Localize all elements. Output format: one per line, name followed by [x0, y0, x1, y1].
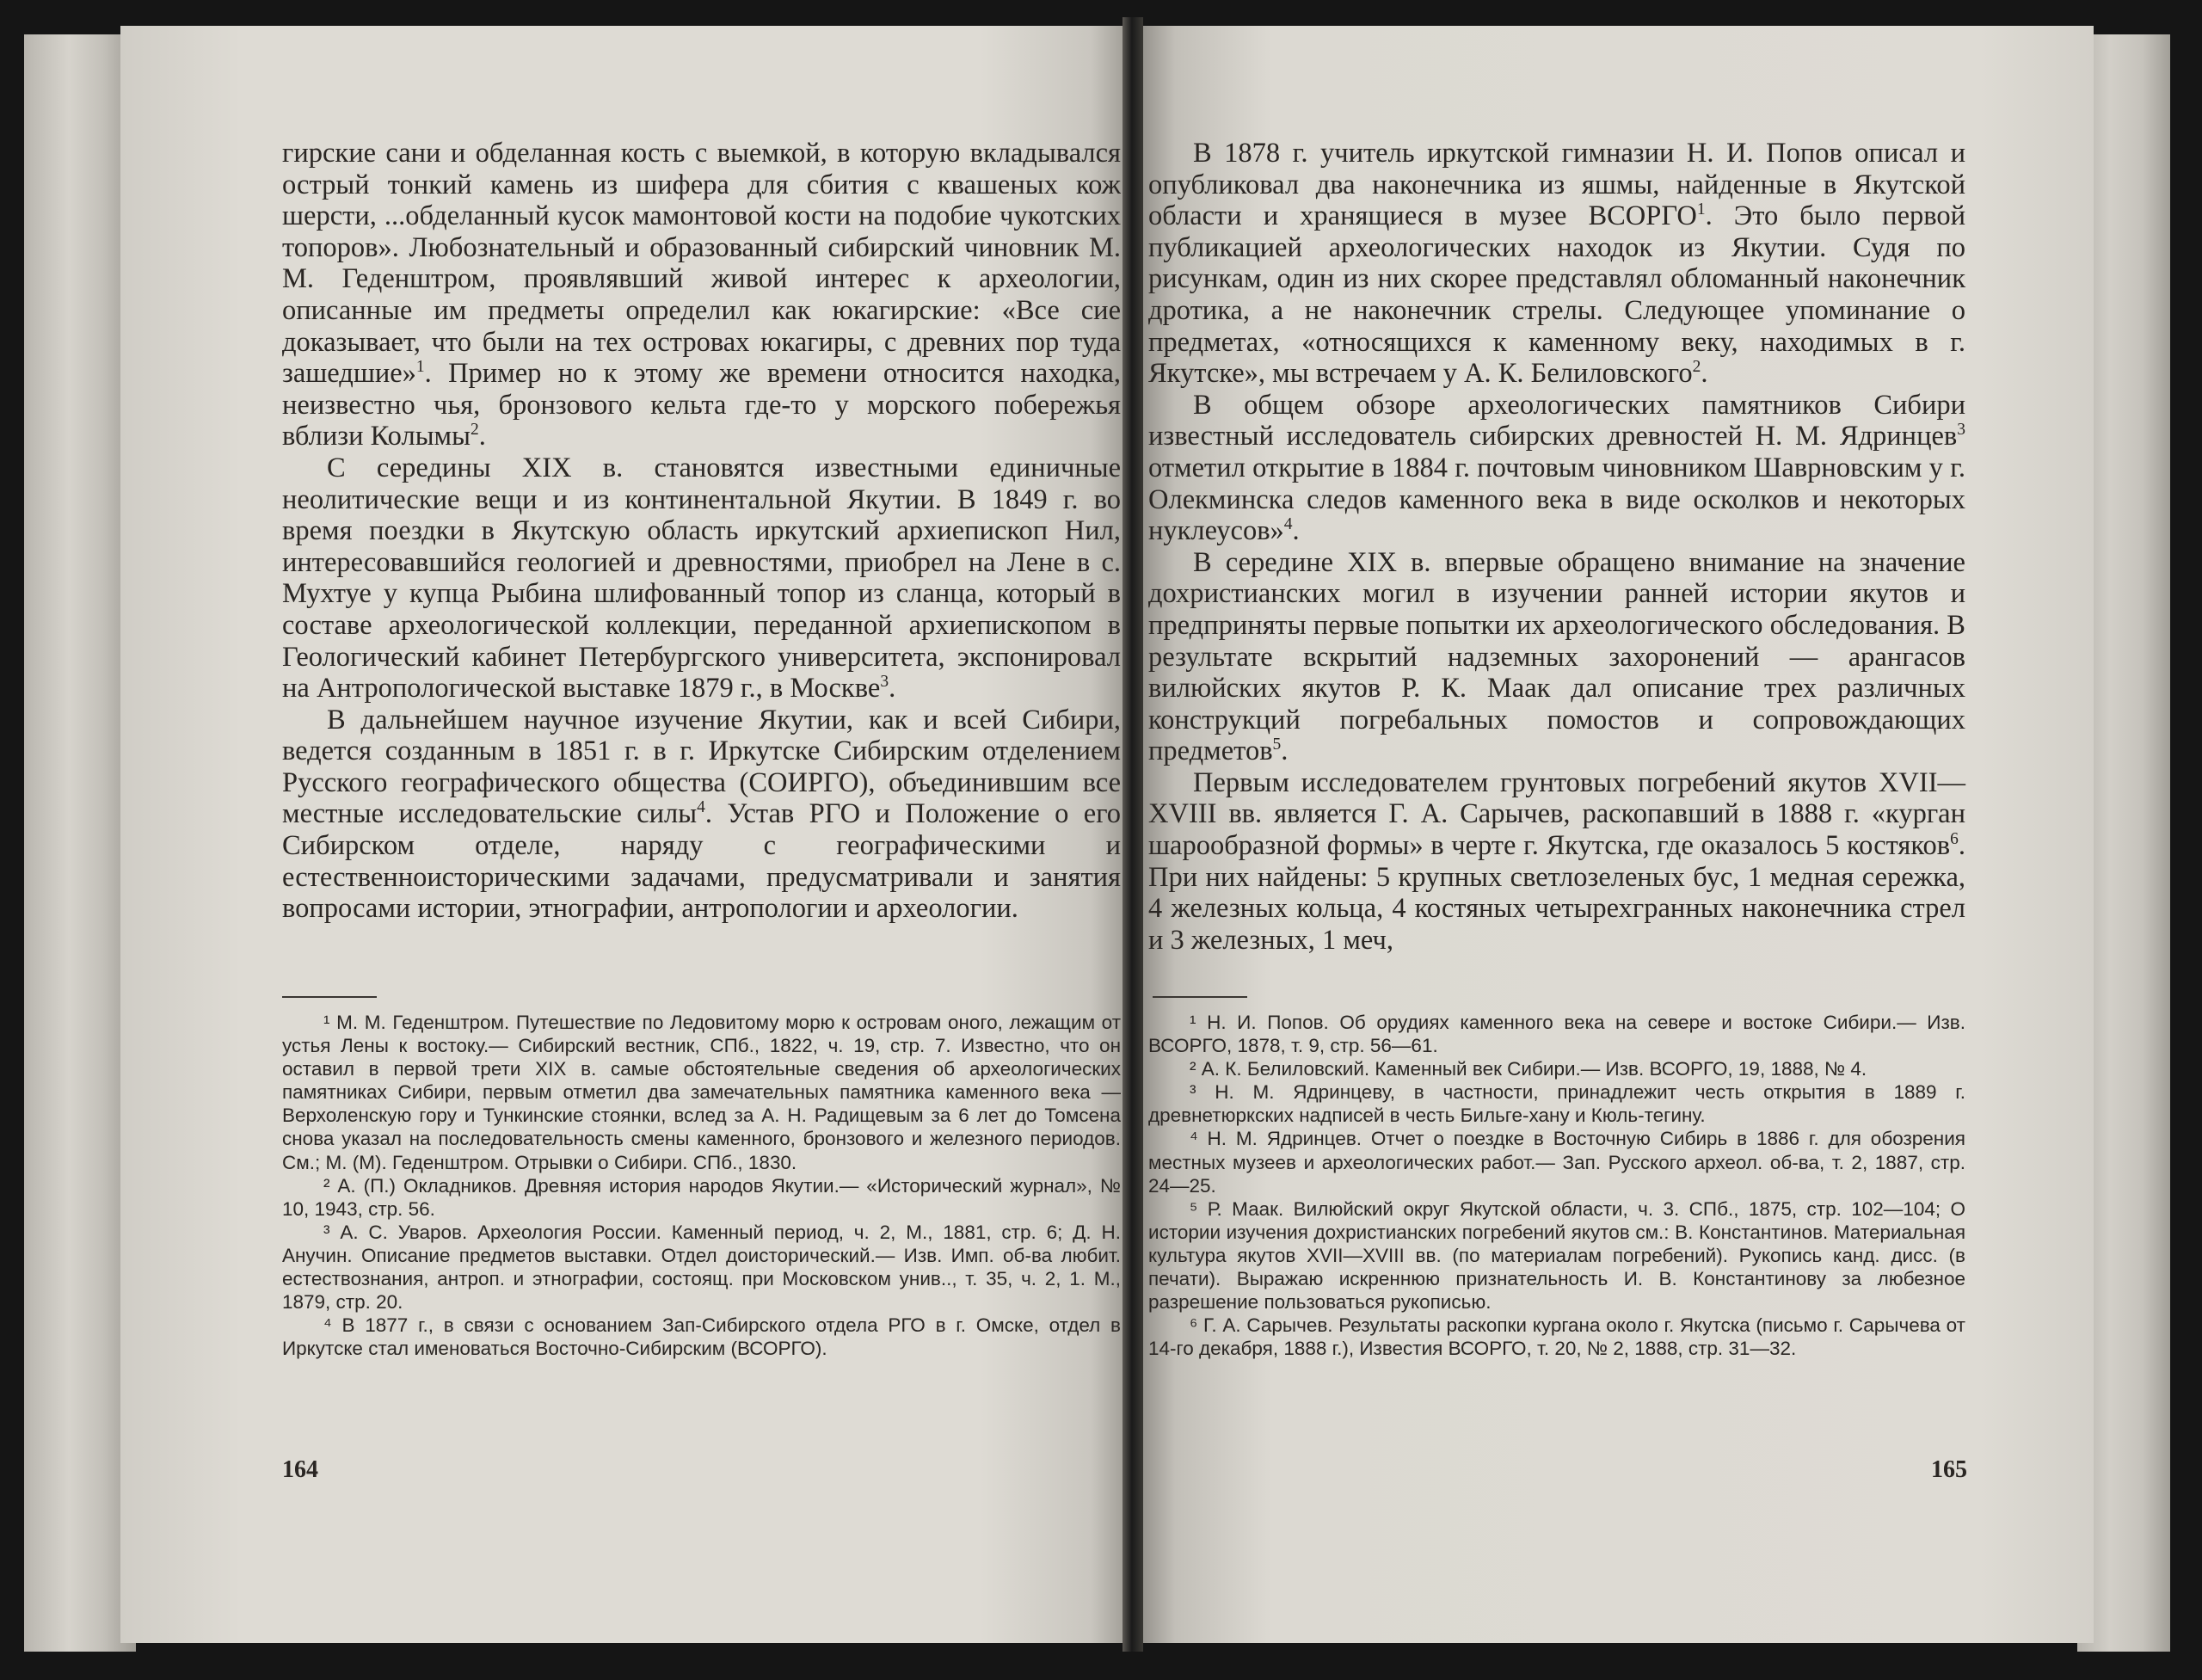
footnote: ⁵ Р. Маак. Вилюйский округ Якутской области, ч. 3. СПб., 1875, стр. 102—104; О истории изучения дохристианских погребений якутов см.: В. Константинов. Материальная культура якутов XVII—XVIII вв. (по материалам погребений). Рукопись канд. дисс. (в печати). Выражаю искреннюю признательность И. В. Константинову за любезное разрешение пользоваться рукописью. — [1148, 1197, 1965, 1314]
page-number: 164 — [282, 1456, 318, 1483]
footnote-marker: 5 — [1272, 735, 1282, 754]
footnote-marker: 2 — [1692, 358, 1701, 377]
paragraph: Первым исследователем грунтовых погребений якутов XVII—XVIII вв. является Г. А. Сарычев, раскопавший в 1888 г. «курган шарообразной формы» в черте г. Якутска, где оказалось 5 костяков$^6$. При них найдены: 5 крупных светлозеленых бус, 1 медная сережка, 4 железных кольца, 4 костяных четырехгранных наконечника стрел и 3 железных, 1 меч, — [1148, 766, 1965, 956]
paragraph: В дальнейшем научное изучение Якутии, как и всей Сибири, ведется созданным в 1851 г. в г. Иркутске Сибирским отделением Русского географического общества (СОИРГО), объединившим все местные исследовательские силы$^4$. Устав РГО и Положение о его Сибирском отделе, наряду с географическими и естественноисторическими задачами, предусматривали и занятия вопросами истории, этнографии, антропологии и археологии. — [282, 704, 1121, 925]
book-gutter — [1123, 17, 1143, 1652]
footnote: ² А. (П.) Окладников. Древняя история народов Якутии.— «Исторический журнал», № 10, 1943, стр. 56. — [282, 1174, 1121, 1220]
right-body-text — [1148, 138, 1965, 956]
footnote: ⁴ В 1877 г., в связи с основанием Зап-Сибирского отдела РГО в г. Омске, отдел в Иркутске стал именоваться Восточно-Сибирским (ВСОРГО). — [282, 1314, 1121, 1360]
footnote-marker: 1 — [1696, 200, 1706, 219]
footnote-marker: 6 — [1950, 830, 1959, 849]
footnote: ¹ М. М. Геденштром. Путешествие по Ледовитому морю к островам оного, лежащим от устья Лены к востоку.— Сибирский вестник, СПб., 1822, ч. 19, стр. 7. Известно, что он оставил в первой трети XIX в. самые обстоятельные сведения об археологических памятниках Сибири, первым отметил два замечательных памятника каменного века — Верхоленскую гору и Тункинские стоянки, вслед за А. Н. Радищевым за 6 лет до Томсена снова указал на последовательность смены каменного, бронзового и железного периодов. См.; М. (М). Геденштром. Отрывки о Сибири. СПб., 1830. — [282, 1012, 1121, 1173]
footnote-marker: 2 — [470, 421, 479, 440]
footnote: ³ Н. М. Ядринцеву, в частности, принадлежит честь открытия в 1889 г. древнетюркских надписей в честь Бильге-хану и Кюль-тегину. — [1148, 1081, 1965, 1127]
right-footnotes — [1148, 1011, 1965, 1360]
paragraph: гирские сани и обделанная кость с выемкой, в которую вкладывался острый тонкий камень из шифера для сбития с квашеных кож шерсти, ...обделанный кусок мамонтовой кости на подобие чукотских топоров». Любознательный и образованный сибирский чиновник М. М. Геденштром, проявлявший живой интерес к археологии, описанные им предметы определил как юкагирские: «Все сие доказывает, что были на тех островах юкагиры, с древних пор туда зашедшие»$^1$. Пример но к этому же времени относится находка, неизвестно чья, бронзового кельта где-то у морского побережья вблизи Колымы$^2$. — [282, 138, 1121, 452]
footnote: ⁴ Н. М. Ядринцев. Отчет о поездке в Восточную Сибирь в 1886 г. для обозрения местных музеев и археологических работ.— Зап. Русского археол. об-ва, т. 2, 1887, стр. 24—25. — [1148, 1128, 1965, 1197]
paragraph: С середины XIX в. становятся известными единичные неолитические вещи и из континентальной Якутии. В 1849 г. во время поездки в Якутскую область иркутский архиепископ Нил, интересовавшийся геологией и древностями, приобрел на Лене в с. Мухтуе у купца Рыбина шлифованный топор из сланца, который в составе археологической коллекции, переданной архиепископом в Геологический кабинет Петербургского университета, экспонировал на Антропологической выставке 1879 г., в Москве$^3$. — [282, 452, 1121, 705]
footnote-separator — [282, 996, 377, 998]
page-number: 165 — [1931, 1456, 1967, 1483]
paragraph: В середине XIX в. впервые обращено внимание на значение дохристианских могил в изучении ранней истории якутов и предприняты первые попытки их археологического обследования. В результате вскрытий надземных захоронений — арангасов вилюйских якутов Р. К. Маак дал описание трех различных конструкций погребальных помостов и сопровождающих предметов$^5$. — [1148, 546, 1965, 767]
footnote-separator — [1153, 996, 1247, 998]
footnote: ² А. К. Белиловский. Каменный век Сибири.— Изв. ВСОРГО, 19, 1888, № 4. — [1190, 1058, 1867, 1080]
footnote-marker: 1 — [415, 358, 425, 377]
footnote: ³ А. С. Уваров. Археология России. Каменный период, ч. 2, М., 1881, стр. 6; Д. Н. Анучин. Описание предметов выставки. Отдел доисторический.— Изв. Имп. об-ва любит. естествознания, антроп. и этнографии, состоящ. при Московском унив.., т. 35, ч. 2, 1. М., 1879, стр. 20. — [282, 1221, 1121, 1314]
footnote-marker: 4 — [1283, 515, 1293, 534]
footnote-marker: 3 — [880, 673, 889, 692]
left-page-edges — [24, 34, 136, 1652]
footnote-marker: 4 — [697, 798, 705, 817]
footnote-marker: 3 — [1957, 421, 1965, 440]
footnote: ⁶ Г. А. Сарычев. Результаты раскопки кургана около г. Якутска (письмо г. Сарычева от 14-го декабря, 1888 г.), Известия ВСОРГО, т. 20, № 2, 1888, стр. 31—32. — [1148, 1314, 1965, 1360]
footnote: ¹ Н. И. Попов. Об орудиях каменного века на севере и востоке Сибири.— Изв. ВСОРГО, 1878, т. 9, стр. 56—61. — [1148, 1012, 1965, 1057]
paragraph: В общем обзоре археологических памятников Сибири известный исследователь сибирских древностей Н. М. Ядринцев$^3$ отметил открытие в 1884 г. почтовым чиновником Шаврновским у г. Олекминска следов каменного века в виде осколков и некоторых нуклеусов»$^4$. — [1148, 389, 1965, 547]
left-body-text — [282, 138, 1121, 925]
paragraph: В 1878 г. учитель иркутской гимназии Н. И. Попов описал и опубликовал два наконечника из яшмы, найденные в Якутской области и хранящиеся в музее ВСОРГО$^1$. Это было первой публикацией археологических находок из Якутии. Судя по рисункам, один из них скорее представлял обломанный наконечник дротика, а не наконечник стрелы. Следующее упоминание о предметах, «относящихся к каменному веку, находимых в г. Якутске», мы встречаем у А. К. Белиловского$^2$. — [1148, 138, 1966, 390]
left-footnotes — [282, 1011, 1121, 1360]
